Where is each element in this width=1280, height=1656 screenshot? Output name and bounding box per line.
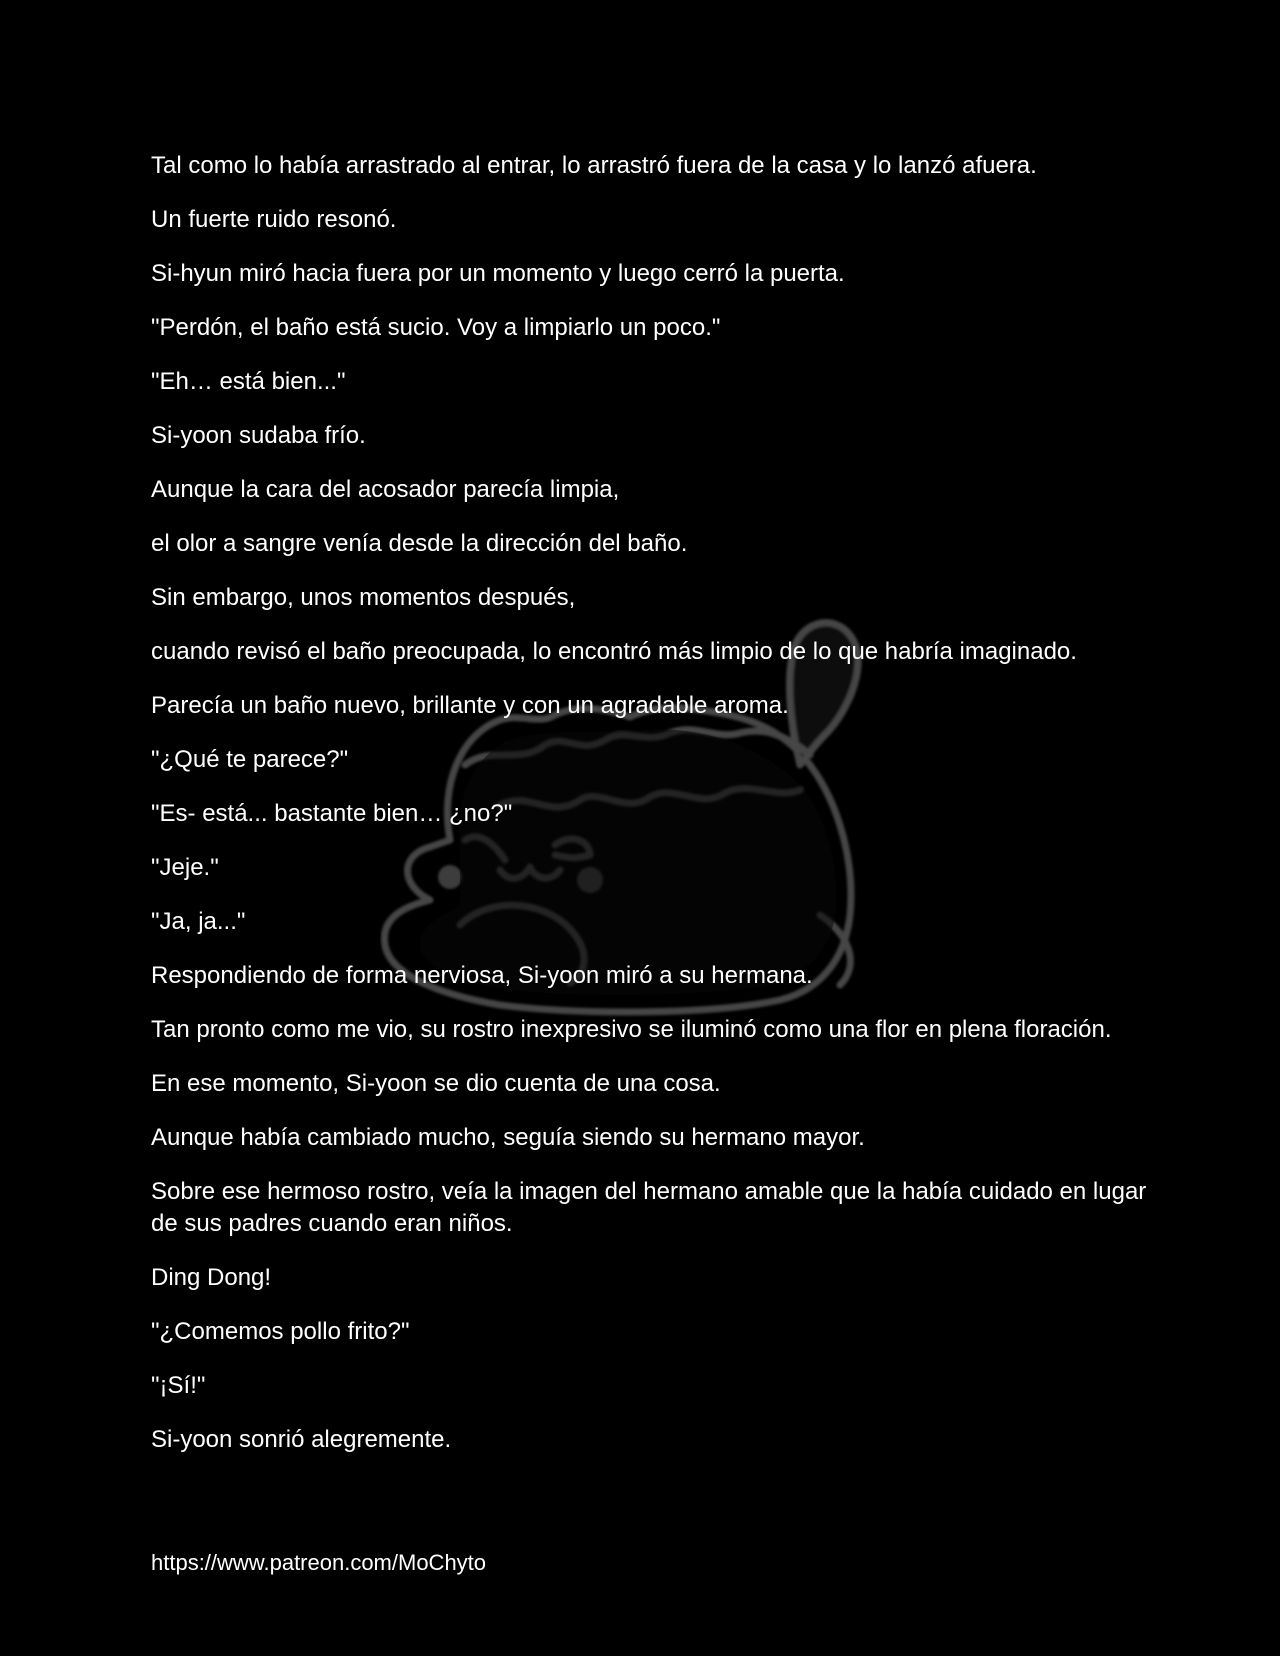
paragraph: Si-yoon sonrió alegremente. <box>151 1426 452 1453</box>
paragraph: "Perdón, el baño está sucio. Voy a limpiarlo un poco." <box>151 314 721 341</box>
paragraph: Aunque la cara del acosador parecía limpia, <box>151 476 620 503</box>
paragraph: "Ja, ja..." <box>151 908 246 935</box>
paragraph: Si-yoon sudaba frío. <box>151 422 366 449</box>
story-text <box>151 150 1151 1478</box>
paragraph: Sobre ese hermoso rostro, veía la imagen del hermano amable que la había cuidado en lugar de sus padres cuando eran niños. <box>151 1178 1147 1237</box>
paragraph: "Es- está... bastante bien… ¿no?" <box>151 800 513 827</box>
paragraph: "Eh… está bien..." <box>151 368 346 395</box>
paragraph: "¿Comemos pollo frito?" <box>151 1318 410 1345</box>
paragraph: Tal como lo había arrastrado al entrar, lo arrastró fuera de la casa y lo lanzó afuera. <box>151 152 1037 179</box>
paragraph: Parecía un baño nuevo, brillante y con un agradable aroma. <box>151 692 789 719</box>
paragraph: Tan pronto como me vio, su rostro inexpresivo se iluminó como una flor en plena floración. <box>151 1016 1112 1043</box>
paragraph: Un fuerte ruido resonó. <box>151 206 397 233</box>
paragraph: Ding Dong! <box>151 1264 272 1291</box>
paragraph: En ese momento, Si-yoon se dio cuenta de una cosa. <box>151 1070 721 1097</box>
paragraph: Sin embargo, unos momentos después, <box>151 584 576 611</box>
paragraph: cuando revisó el baño preocupada, lo encontró más limpio de lo que habría imaginado. <box>151 638 1077 665</box>
paragraph: "Jeje." <box>151 854 219 881</box>
paragraph: Respondiendo de forma nerviosa, Si-yoon miró a su hermana. <box>151 962 813 989</box>
paragraph: "¡Sí!" <box>151 1372 206 1399</box>
paragraph: "¿Qué te parece?" <box>151 746 349 773</box>
paragraph: Si-hyun miró hacia fuera por un momento y luego cerró la puerta. <box>151 260 845 287</box>
paragraph: Aunque había cambiado mucho, seguía siendo su hermano mayor. <box>151 1124 865 1151</box>
patreon-link[interactable]: https://www.patreon.com/MoChyto <box>151 1550 487 1575</box>
paragraph: el olor a sangre venía desde la dirección del baño. <box>151 530 688 557</box>
